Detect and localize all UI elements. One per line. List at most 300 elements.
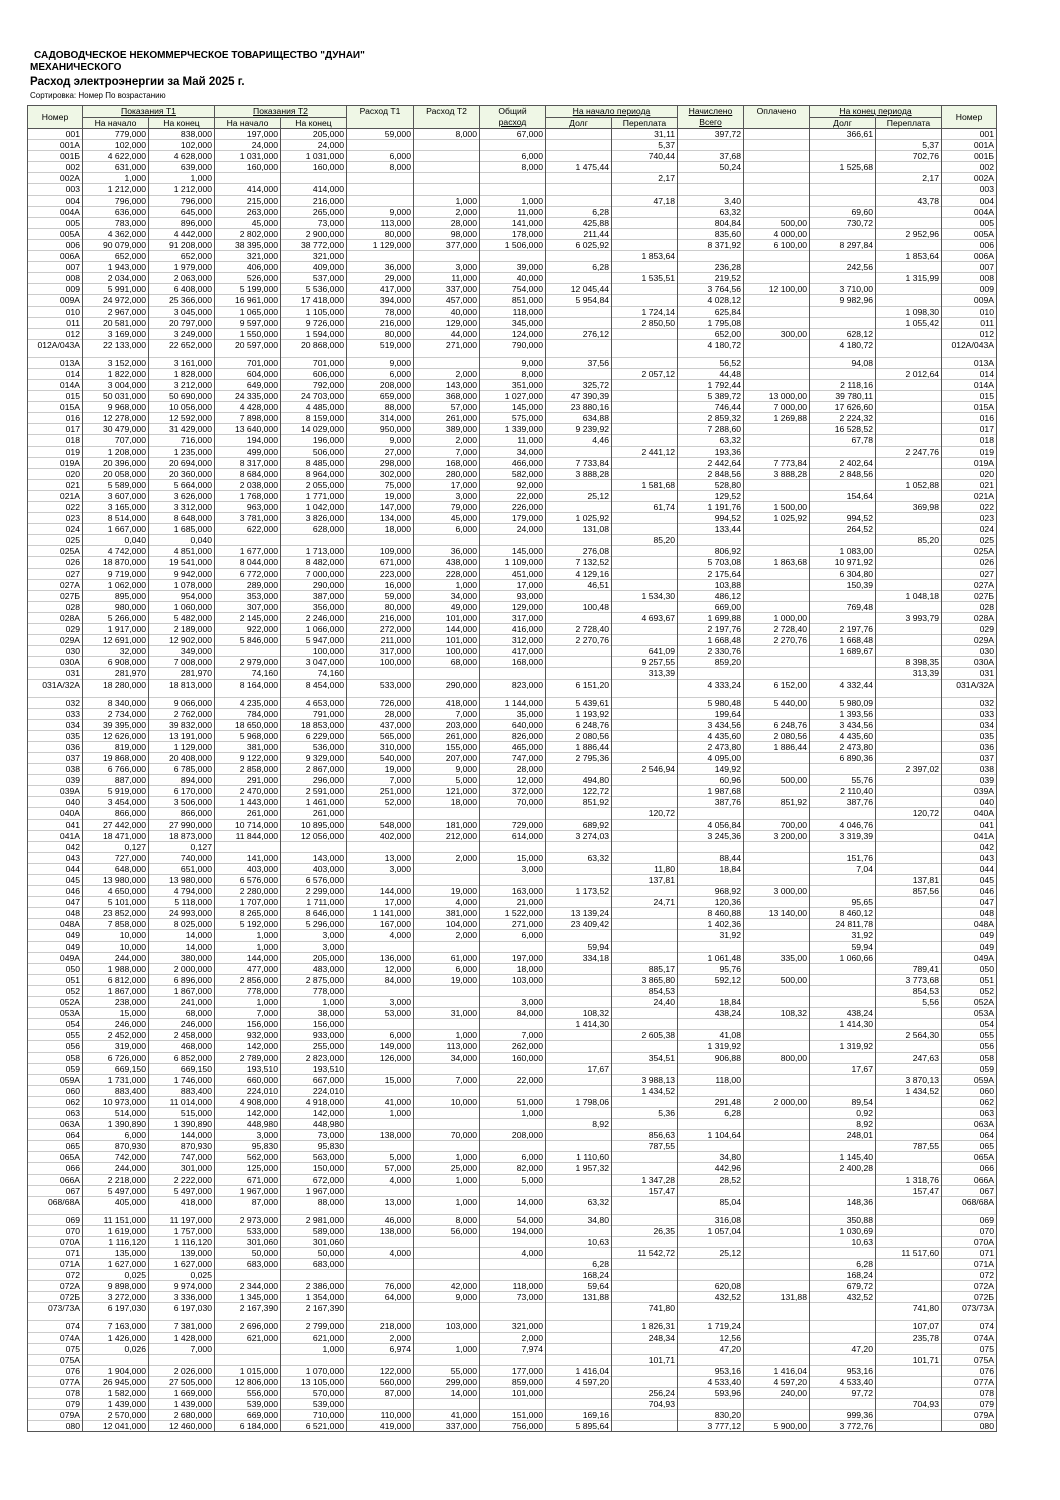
cell-t1-start: 2 570,000 [83, 1410, 149, 1421]
cell-total-usage: 823,000 [480, 679, 546, 697]
table-row [28, 162, 997, 173]
cell-usage-t1: 6,000 [347, 151, 414, 162]
cell-start-debt: 10,63 [546, 1236, 612, 1247]
cell-number: 058 [28, 1052, 83, 1063]
cell-usage-t2: 1,000 [414, 1196, 480, 1214]
col-t1-readings: Показания Т1 [83, 106, 215, 118]
cell-t1-start: 631,000 [83, 162, 149, 173]
cell-accrued: 4 333,24 [678, 679, 744, 697]
cell-end-debt [810, 1303, 876, 1321]
cell-usage-t1: 78,000 [347, 306, 414, 317]
cell-usage-t2: 438,000 [414, 557, 480, 568]
cell-number: 055 [28, 1030, 83, 1041]
cell-usage-t2: 45,000 [414, 513, 480, 524]
cell-accrued: 1 987,68 [678, 786, 744, 797]
cell-total-usage [480, 184, 546, 195]
cell-number-right: 062 [942, 1096, 997, 1107]
cell-paid [744, 1085, 810, 1096]
cell-t1-start: 7 163,000 [83, 1321, 149, 1332]
cell-paid [744, 708, 810, 719]
cell-number: 003 [28, 184, 83, 195]
cell-t2-start: 3 781,000 [215, 513, 281, 524]
cell-t2-end: 1,000 [281, 997, 347, 1008]
cell-accrued: 18,84 [678, 863, 744, 874]
cell-start-overpay: 885,17 [612, 963, 678, 974]
cell-accrued: 486,12 [678, 590, 744, 601]
cell-t1-end: 866,000 [149, 808, 215, 819]
cell-total-usage: 3,000 [480, 997, 546, 1008]
cell-t2-end: 570,000 [281, 1388, 347, 1399]
cell-t2-start: 353,000 [215, 590, 281, 601]
cell-t1-start: 3 165,000 [83, 502, 149, 513]
cell-accrued: 4 056,84 [678, 819, 744, 830]
cell-total-usage: 28,000 [480, 764, 546, 775]
cell-end-debt: 9 982,96 [810, 295, 876, 306]
cell-end-debt [810, 228, 876, 239]
cell-paid [744, 1107, 810, 1118]
cell-accrued [678, 1085, 744, 1096]
cell-total-usage [480, 841, 546, 852]
cell-usage-t1: 6,974 [347, 1343, 414, 1354]
cell-start-overpay: 5,37 [612, 140, 678, 151]
cell-accrued: 620,08 [678, 1281, 744, 1292]
cell-start-overpay: 1 724,14 [612, 306, 678, 317]
cell-usage-t1 [347, 184, 414, 195]
cell-total-usage: 729,000 [480, 819, 546, 830]
cell-t1-end: 3 249,000 [149, 328, 215, 339]
cell-paid [744, 601, 810, 612]
cell-accrued: 625,84 [678, 306, 744, 317]
cell-start-debt: 6 151,20 [546, 679, 612, 697]
cell-number: 075 [28, 1343, 83, 1354]
cell-start-overpay [612, 579, 678, 590]
cell-t2-start: 224,010 [215, 1085, 281, 1096]
cell-accrued: 1 057,04 [678, 1225, 744, 1236]
cell-paid [744, 568, 810, 579]
cell-end-overpay [876, 952, 942, 963]
cell-end-debt: 69,60 [810, 206, 876, 217]
cell-paid [744, 306, 810, 317]
cell-paid [744, 1343, 810, 1354]
cell-accrued: 133,44 [678, 524, 744, 535]
cell-t2-end: 290,000 [281, 579, 347, 590]
cell-end-overpay [876, 1259, 942, 1270]
cell-end-debt: 350,88 [810, 1214, 876, 1225]
cell-paid [744, 368, 810, 379]
cell-start-debt: 211,44 [546, 228, 612, 239]
cell-t2-start: 6 576,000 [215, 875, 281, 886]
col-usage-t2: Расход Т2 [414, 106, 480, 129]
cell-t2-end: 205,000 [281, 952, 347, 963]
cell-usage-t1: 419,000 [347, 1421, 414, 1432]
cell-number-right: 021 [942, 479, 997, 490]
cell-total-usage: 73,000 [480, 1292, 546, 1303]
cell-start-debt: 3 274,03 [546, 830, 612, 841]
cell-start-debt: 2 080,56 [546, 730, 612, 741]
cell-paid: 6 100,00 [744, 239, 810, 250]
cell-t2-end: 12 056,000 [281, 830, 347, 841]
cell-t2-start: 160,000 [215, 162, 281, 173]
cell-usage-t1: 216,000 [347, 317, 414, 328]
cell-accrued: 47,20 [678, 1343, 744, 1354]
cell-paid [744, 930, 810, 941]
cell-t2-end: 589,000 [281, 1225, 347, 1236]
cell-start-overpay [612, 1281, 678, 1292]
cell-number-right: 001Б [942, 151, 997, 162]
cell-t1-end: 896,000 [149, 217, 215, 228]
cell-start-debt [546, 1030, 612, 1041]
cell-t2-start: 604,000 [215, 368, 281, 379]
cell-t2-start: 9 597,000 [215, 317, 281, 328]
cell-start-debt [546, 1185, 612, 1196]
cell-total-usage: 82,000 [480, 1163, 546, 1174]
cell-total-usage: 1 522,000 [480, 908, 546, 919]
cell-usage-t1: 46,000 [347, 1214, 414, 1225]
cell-accrued: 120,36 [678, 897, 744, 908]
cell-number-right: 075А [942, 1354, 997, 1365]
cell-usage-t2 [414, 841, 480, 852]
cell-paid [744, 963, 810, 974]
cell-total-usage: 93,000 [480, 590, 546, 601]
cell-start-overpay: 3 865,80 [612, 974, 678, 985]
cell-total-usage: 34,000 [480, 446, 546, 457]
cell-t1-start: 5 101,000 [83, 897, 149, 908]
cell-t2-start: 533,000 [215, 1225, 281, 1236]
table-row [28, 612, 997, 623]
cell-t1-start: 18 870,000 [83, 557, 149, 568]
cell-t1-end: 7 381,000 [149, 1321, 215, 1332]
cell-start-overpay [612, 679, 678, 697]
cell-end-overpay [876, 797, 942, 808]
cell-t2-start: 95,830 [215, 1141, 281, 1152]
cell-t2-end: 448,980 [281, 1119, 347, 1130]
cell-end-debt: 97,72 [810, 1388, 876, 1399]
cell-end-overpay [876, 1214, 942, 1225]
cell-accrued [678, 1399, 744, 1410]
cell-end-debt [810, 668, 876, 679]
cell-t1-start: 5 991,000 [83, 284, 149, 295]
table-row [28, 151, 997, 162]
table-row [28, 251, 997, 262]
cell-number-right: 041 [942, 819, 997, 830]
cell-end-debt [810, 590, 876, 601]
cell-end-overpay [876, 1119, 942, 1130]
table-row [28, 852, 997, 863]
cell-t2-start: 24 335,000 [215, 391, 281, 402]
cell-number: 029А [28, 635, 83, 646]
cell-number-right: 039А [942, 786, 997, 797]
cell-total-usage: 4,000 [480, 1248, 546, 1259]
cell-t2-start: 526,000 [215, 273, 281, 284]
cell-t1-start: 6 766,000 [83, 764, 149, 775]
cell-paid [744, 262, 810, 273]
cell-usage-t1 [347, 941, 414, 952]
cell-end-debt: 59,94 [810, 941, 876, 952]
cell-usage-t2: 34,000 [414, 590, 480, 601]
table-row [28, 1332, 997, 1343]
cell-t1-start: 5 919,000 [83, 786, 149, 797]
table-row [28, 590, 997, 601]
cell-total-usage: 465,000 [480, 741, 546, 752]
cell-t2-start: 414,000 [215, 184, 281, 195]
cell-accrued: 103,88 [678, 579, 744, 590]
cell-t1-end: 39 832,000 [149, 719, 215, 730]
cell-end-overpay [876, 1163, 942, 1174]
cell-accrued: 1 104,64 [678, 1130, 744, 1141]
table-row [28, 985, 997, 996]
table-row [28, 875, 997, 886]
cell-t2-start: 321,000 [215, 251, 281, 262]
cell-usage-t1: 1,000 [347, 1107, 414, 1118]
cell-total-usage: 39,000 [480, 262, 546, 273]
cell-paid [744, 1214, 810, 1225]
cell-paid [744, 1030, 810, 1041]
cell-t2-start: 8 317,000 [215, 457, 281, 468]
cell-number-right: 015А [942, 402, 997, 413]
cell-number: 020 [28, 468, 83, 479]
cell-t1-start: 648,000 [83, 863, 149, 874]
cell-end-debt [810, 251, 876, 262]
cell-end-overpay [876, 775, 942, 786]
cell-total-usage [480, 1303, 546, 1321]
cell-start-debt [546, 963, 612, 974]
table-row [28, 601, 997, 612]
cell-start-overpay [612, 295, 678, 306]
cell-usage-t1: 9,000 [347, 435, 414, 446]
cell-total-usage: 11,000 [480, 435, 546, 446]
cell-usage-t2 [414, 875, 480, 886]
cell-t2-end [281, 1270, 347, 1281]
cell-paid [744, 1248, 810, 1259]
cell-start-debt: 494,80 [546, 775, 612, 786]
cell-number: 053А [28, 1008, 83, 1019]
cell-usage-t2: 49,000 [414, 601, 480, 612]
cell-paid: 2 080,56 [744, 730, 810, 741]
cell-t1-start: 10,000 [83, 930, 149, 941]
cell-usage-t2 [414, 162, 480, 173]
cell-number: 080 [28, 1421, 83, 1432]
cell-t1-end: 4 851,000 [149, 546, 215, 557]
cell-usage-t1: 19,000 [347, 764, 414, 775]
cell-usage-t2: 98,000 [414, 228, 480, 239]
cell-end-debt: 17 626,60 [810, 402, 876, 413]
cell-start-overpay: 2,17 [612, 173, 678, 184]
cell-number-right: 001 [942, 129, 997, 140]
cell-end-overpay [876, 1388, 942, 1399]
cell-start-debt [546, 1130, 612, 1141]
cell-accrued [678, 875, 744, 886]
table-row [28, 863, 997, 874]
cell-start-overpay [612, 557, 678, 568]
cell-number: 041А [28, 830, 83, 841]
cell-t1-end: 796,000 [149, 195, 215, 206]
cell-end-overpay: 789,41 [876, 963, 942, 974]
cell-total-usage: 226,000 [480, 502, 546, 513]
cell-accrued: 193,36 [678, 446, 744, 457]
cell-start-debt: 8,92 [546, 1119, 612, 1130]
cell-usage-t2: 2,000 [414, 930, 480, 941]
cell-t1-end: 740,000 [149, 852, 215, 863]
cell-number: 030А [28, 657, 83, 668]
cell-paid [744, 129, 810, 140]
cell-t1-start: 6 197,030 [83, 1303, 149, 1321]
cell-number-right: 001А [942, 140, 997, 151]
cell-accrued: 50,24 [678, 162, 744, 173]
table-row [28, 546, 997, 557]
cell-end-overpay [876, 468, 942, 479]
cell-number-right: 003 [942, 184, 997, 195]
cell-end-debt: 2 110,40 [810, 786, 876, 797]
table-row [28, 741, 997, 752]
cell-t1-end: 2 762,000 [149, 708, 215, 719]
cell-start-overpay [612, 262, 678, 273]
cell-t1-end: 2 063,000 [149, 273, 215, 284]
cell-end-debt [810, 273, 876, 284]
cell-t1-start: 895,000 [83, 590, 149, 601]
cell-t1-end: 1 390,890 [149, 1119, 215, 1130]
cell-total-usage [480, 668, 546, 679]
cell-t2-end: 409,000 [281, 262, 347, 273]
table-row [28, 1096, 997, 1107]
cell-usage-t2: 36,000 [414, 546, 480, 557]
cell-t2-start: 2 856,000 [215, 974, 281, 985]
cell-number-right: 034 [942, 719, 997, 730]
cell-t1-start: 6 726,000 [83, 1052, 149, 1063]
organization-name: САДОВОДЧЕСКОЕ НЕКОММЕРЧЕСКОЕ ТОВАРИЩЕСТВО "ДУНАИ" [34, 50, 365, 61]
col-end-overpay: Переплата [876, 118, 942, 129]
cell-paid [744, 764, 810, 775]
cell-usage-t1: 16,000 [347, 579, 414, 590]
cell-t1-end: 20 360,000 [149, 468, 215, 479]
cell-total-usage [480, 985, 546, 996]
cell-total-usage: 160,000 [480, 1052, 546, 1063]
cell-number-right: 044 [942, 863, 997, 874]
cell-t1-end: 3 045,000 [149, 306, 215, 317]
cell-t2-end [281, 1354, 347, 1365]
cell-t1-end: 3 312,000 [149, 502, 215, 513]
cell-start-debt [546, 841, 612, 852]
cell-usage-t2: 2,000 [414, 206, 480, 217]
cell-end-debt [810, 1174, 876, 1185]
cell-t1-start: 6 908,000 [83, 657, 149, 668]
cell-start-overpay: 47,18 [612, 195, 678, 206]
cell-paid [744, 1259, 810, 1270]
cell-start-overpay: 1 434,52 [612, 1085, 678, 1096]
cell-total-usage [480, 251, 546, 262]
cell-t2-end: 506,000 [281, 446, 347, 457]
cell-number-right: 015 [942, 391, 997, 402]
table-row [28, 457, 997, 468]
cell-t2-start: 1 015,000 [215, 1365, 281, 1376]
cell-t1-start: 244,000 [83, 952, 149, 963]
cell-start-overpay [612, 1119, 678, 1130]
cell-paid: 131,88 [744, 1292, 810, 1303]
cell-t2-end: 8 646,000 [281, 908, 347, 919]
cell-start-overpay: 157,47 [612, 1185, 678, 1196]
cell-number-right: 030А [942, 657, 997, 668]
cell-t1-start: 22 133,000 [83, 339, 149, 357]
cell-number: 017 [28, 424, 83, 435]
cell-t1-end: 747,000 [149, 1152, 215, 1163]
cell-end-debt: 10 971,92 [810, 557, 876, 568]
cell-t2-start: 701,000 [215, 357, 281, 368]
cell-start-debt: 851,92 [546, 797, 612, 808]
cell-usage-t1: 3,000 [347, 863, 414, 874]
cell-start-overpay [612, 797, 678, 808]
cell-t2-end: 5 296,000 [281, 919, 347, 930]
cell-number-right: 073/73А [942, 1303, 997, 1321]
cell-start-debt: 6 248,76 [546, 719, 612, 730]
cell-accrued: 442,96 [678, 1163, 744, 1174]
cell-start-overpay [612, 708, 678, 719]
cell-end-debt: 1 393,56 [810, 708, 876, 719]
cell-paid: 3 200,00 [744, 830, 810, 841]
cell-total-usage: 747,000 [480, 752, 546, 763]
table-row [28, 1399, 997, 1410]
cell-start-debt [546, 646, 612, 657]
cell-end-overpay: 741,80 [876, 1303, 942, 1321]
cell-t2-start: 193,510 [215, 1063, 281, 1074]
cell-number-right: 021А [942, 490, 997, 501]
cell-number: 031А/32А [28, 679, 83, 697]
cell-start-overpay [612, 379, 678, 390]
cell-t1-start: 652,000 [83, 251, 149, 262]
cell-usage-t1: 216,000 [347, 612, 414, 623]
cell-usage-t2: 1,000 [414, 1030, 480, 1041]
cell-end-debt: 94,08 [810, 357, 876, 368]
cell-number: 022 [28, 502, 83, 513]
table-row [28, 1141, 997, 1152]
cell-total-usage: 124,000 [480, 328, 546, 339]
cell-total-usage: 145,000 [480, 546, 546, 557]
cell-end-debt: 3 319,39 [810, 830, 876, 841]
cell-t2-start: 4 908,000 [215, 1096, 281, 1107]
cell-start-overpay: 11,80 [612, 863, 678, 874]
cell-end-debt: 2 848,56 [810, 468, 876, 479]
table-row [28, 262, 997, 273]
cell-number-right: 018 [942, 435, 997, 446]
cell-paid: 3 000,00 [744, 886, 810, 897]
cell-usage-t2: 337,000 [414, 284, 480, 295]
cell-end-debt: 769,48 [810, 601, 876, 612]
cell-total-usage: 1 339,000 [480, 424, 546, 435]
cell-t2-end: 301,060 [281, 1236, 347, 1247]
cell-accrued [678, 1063, 744, 1074]
cell-start-overpay [612, 468, 678, 479]
cell-end-overpay [876, 819, 942, 830]
cell-start-debt: 1 025,92 [546, 513, 612, 524]
cell-start-overpay: 26,35 [612, 1225, 678, 1236]
cell-t1-start: 727,000 [83, 852, 149, 863]
cell-t1-end: 12 460,000 [149, 1421, 215, 1432]
cell-start-overpay [612, 752, 678, 763]
cell-accrued: 12,56 [678, 1332, 744, 1343]
cell-t1-start: 26 945,000 [83, 1376, 149, 1387]
cell-t1-end: 3 212,000 [149, 379, 215, 390]
cell-t2-end: 261,000 [281, 808, 347, 819]
cell-end-overpay: 1 048,18 [876, 590, 942, 601]
cell-total-usage: 614,000 [480, 830, 546, 841]
cell-t1-end: 1 669,000 [149, 1388, 215, 1399]
cell-start-overpay [612, 830, 678, 841]
cell-accrued [678, 184, 744, 195]
cell-t1-start: 20 058,000 [83, 468, 149, 479]
cell-t2-start: 156,000 [215, 1019, 281, 1030]
cell-usage-t2 [414, 1085, 480, 1096]
cell-number-right: 005 [942, 217, 997, 228]
cell-t1-end: 349,000 [149, 646, 215, 657]
cell-paid [744, 446, 810, 457]
